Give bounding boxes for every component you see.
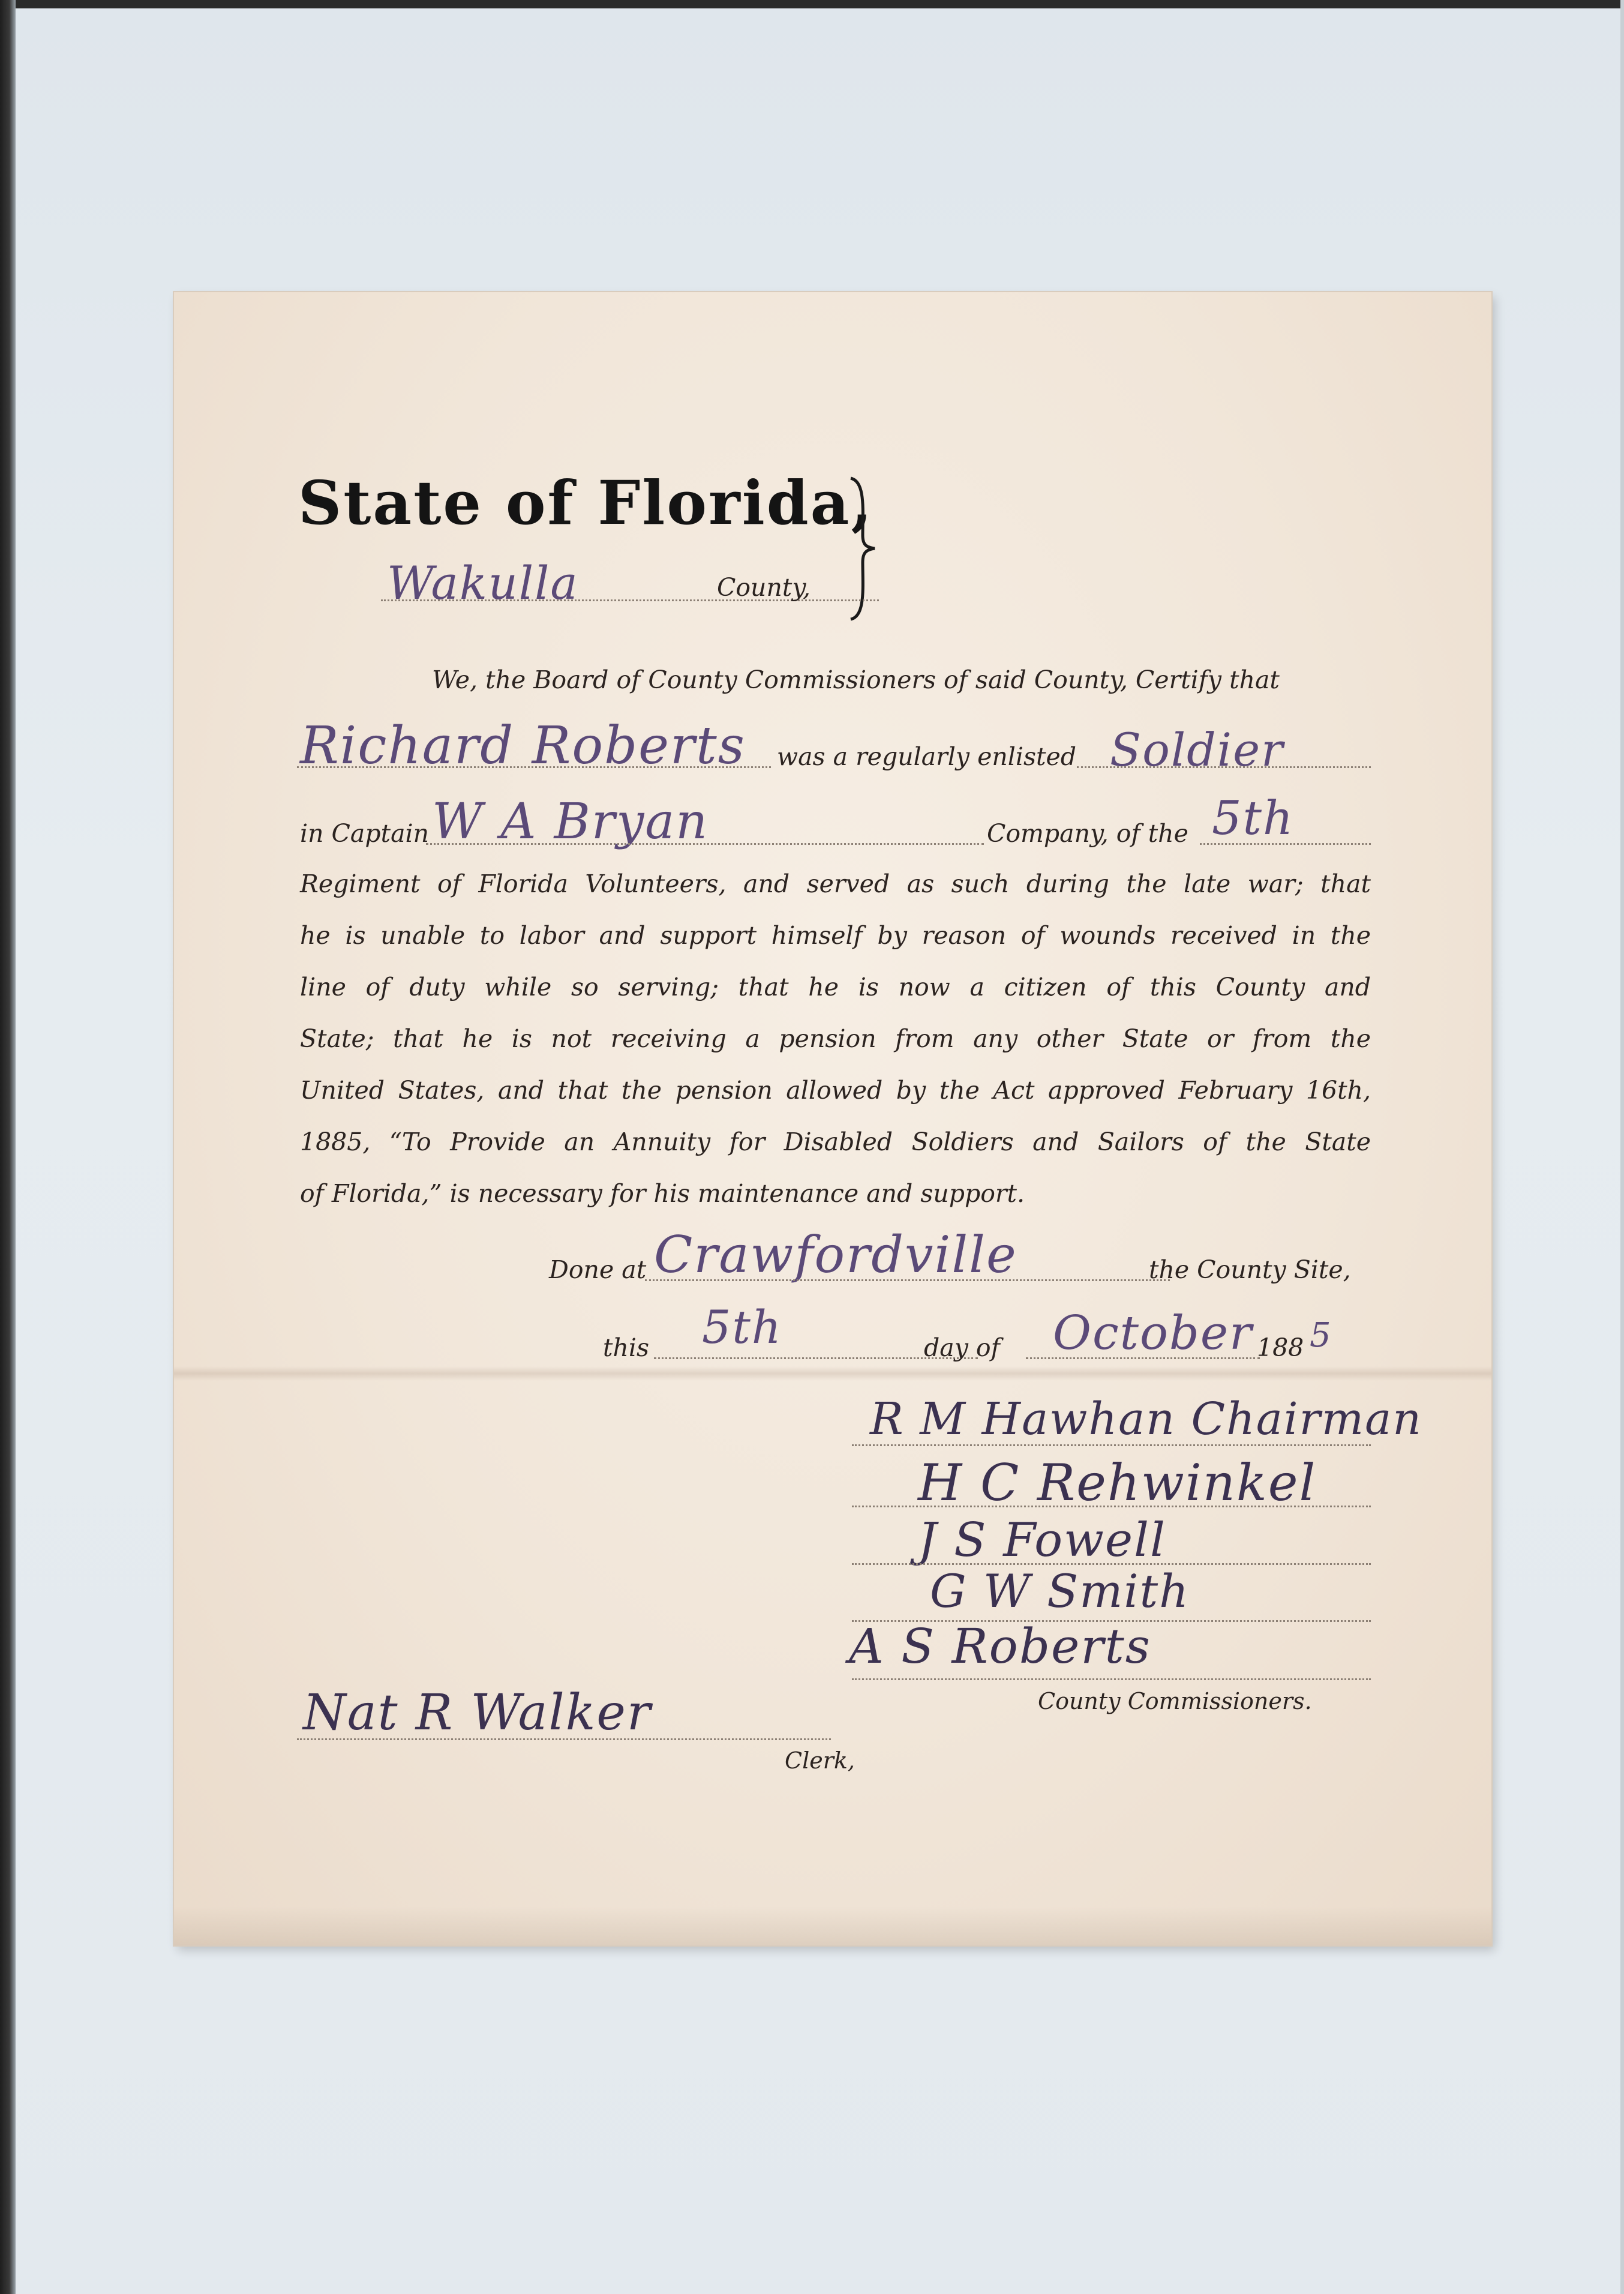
rank-line: [1077, 766, 1371, 768]
county-handwritten: Wakulla: [387, 556, 579, 610]
county-site-text: the County Site,: [1149, 1255, 1351, 1284]
done-at-text: Done at: [549, 1255, 647, 1284]
rank-handwritten: Soldier: [1110, 723, 1284, 776]
this-text: this: [603, 1333, 650, 1362]
signature-commissioner-4: G W Smith: [930, 1564, 1190, 1618]
body-line-2: he is unable to labor and support himself by reason of wounds received in the: [300, 921, 1371, 950]
commissioners-label: County Commissioners.: [1038, 1688, 1312, 1714]
signature-line-5: [852, 1678, 1371, 1680]
signature-line-1: [852, 1444, 1371, 1446]
scan-edge-left: [0, 0, 16, 2294]
clerk-label: Clerk,: [785, 1747, 855, 1774]
signature-commissioner-2: H C Rehwinkel: [918, 1453, 1317, 1512]
day-of-text: day of: [924, 1333, 1000, 1362]
place-handwritten: Crawfordville: [654, 1225, 1017, 1284]
regiment-line: [1200, 843, 1371, 845]
body-line-6: 1885, “To Provide an Annuity for Disabled Soldiers and Sailors of the State: [300, 1127, 1371, 1156]
body-last-line: of Florida,” is necessary for his maintenance and support.: [300, 1179, 1025, 1208]
enlisted-text: was a regularly enlisted: [777, 742, 1076, 771]
captain-handwritten: W A Bryan: [432, 793, 709, 850]
year-prefix-text: 188: [1257, 1333, 1304, 1362]
signature-commissioner-5: A S Roberts: [849, 1618, 1151, 1674]
form-title: State of Florida,: [298, 467, 874, 538]
fold-crease: [174, 1366, 1491, 1381]
opening-text: We, the Board of County Commissioners of said County, Certify that: [432, 665, 1280, 694]
scan-edge-top: [0, 0, 1624, 8]
clerk-line: [297, 1738, 831, 1740]
body-line-3: line of duty while so serving; that he is now a citizen of this County and: [300, 973, 1371, 1001]
company-text: Company, of the: [987, 819, 1188, 848]
in-captain-text: in Captain: [300, 819, 430, 848]
body-line-5: United States, and that the pension allowed by the Act approved February 16th,: [300, 1076, 1371, 1105]
signature-line-2: [852, 1506, 1371, 1507]
paper-bottom-band: [174, 1906, 1491, 1945]
signature-clerk: Nat R Walker: [303, 1684, 652, 1741]
month-line: [1026, 1357, 1260, 1359]
scan-edge-right: [1620, 0, 1624, 2294]
body-line-1: Regiment of Florida Volunteers, and served as such during the late war; that: [300, 869, 1371, 898]
certificate-page: [174, 292, 1491, 1945]
county-label: County,: [717, 573, 811, 602]
regiment-handwritten: 5th: [1212, 791, 1295, 845]
signature-commissioner-3: J S Fowell: [918, 1513, 1166, 1567]
place-line: [645, 1279, 1170, 1281]
captain-line: [426, 843, 984, 845]
soldier-name-handwritten: Richard Roberts: [300, 716, 746, 776]
body-line-4: State; that he is not receiving a pension from any other State or from the: [300, 1024, 1371, 1053]
year-digit-handwritten: 5: [1310, 1316, 1332, 1355]
month-handwritten: October: [1053, 1306, 1253, 1360]
signature-chairman: R M Hawhan Chairman: [870, 1393, 1422, 1445]
soldier-name-line: [297, 766, 771, 768]
day-handwritten: 5th: [702, 1300, 782, 1354]
